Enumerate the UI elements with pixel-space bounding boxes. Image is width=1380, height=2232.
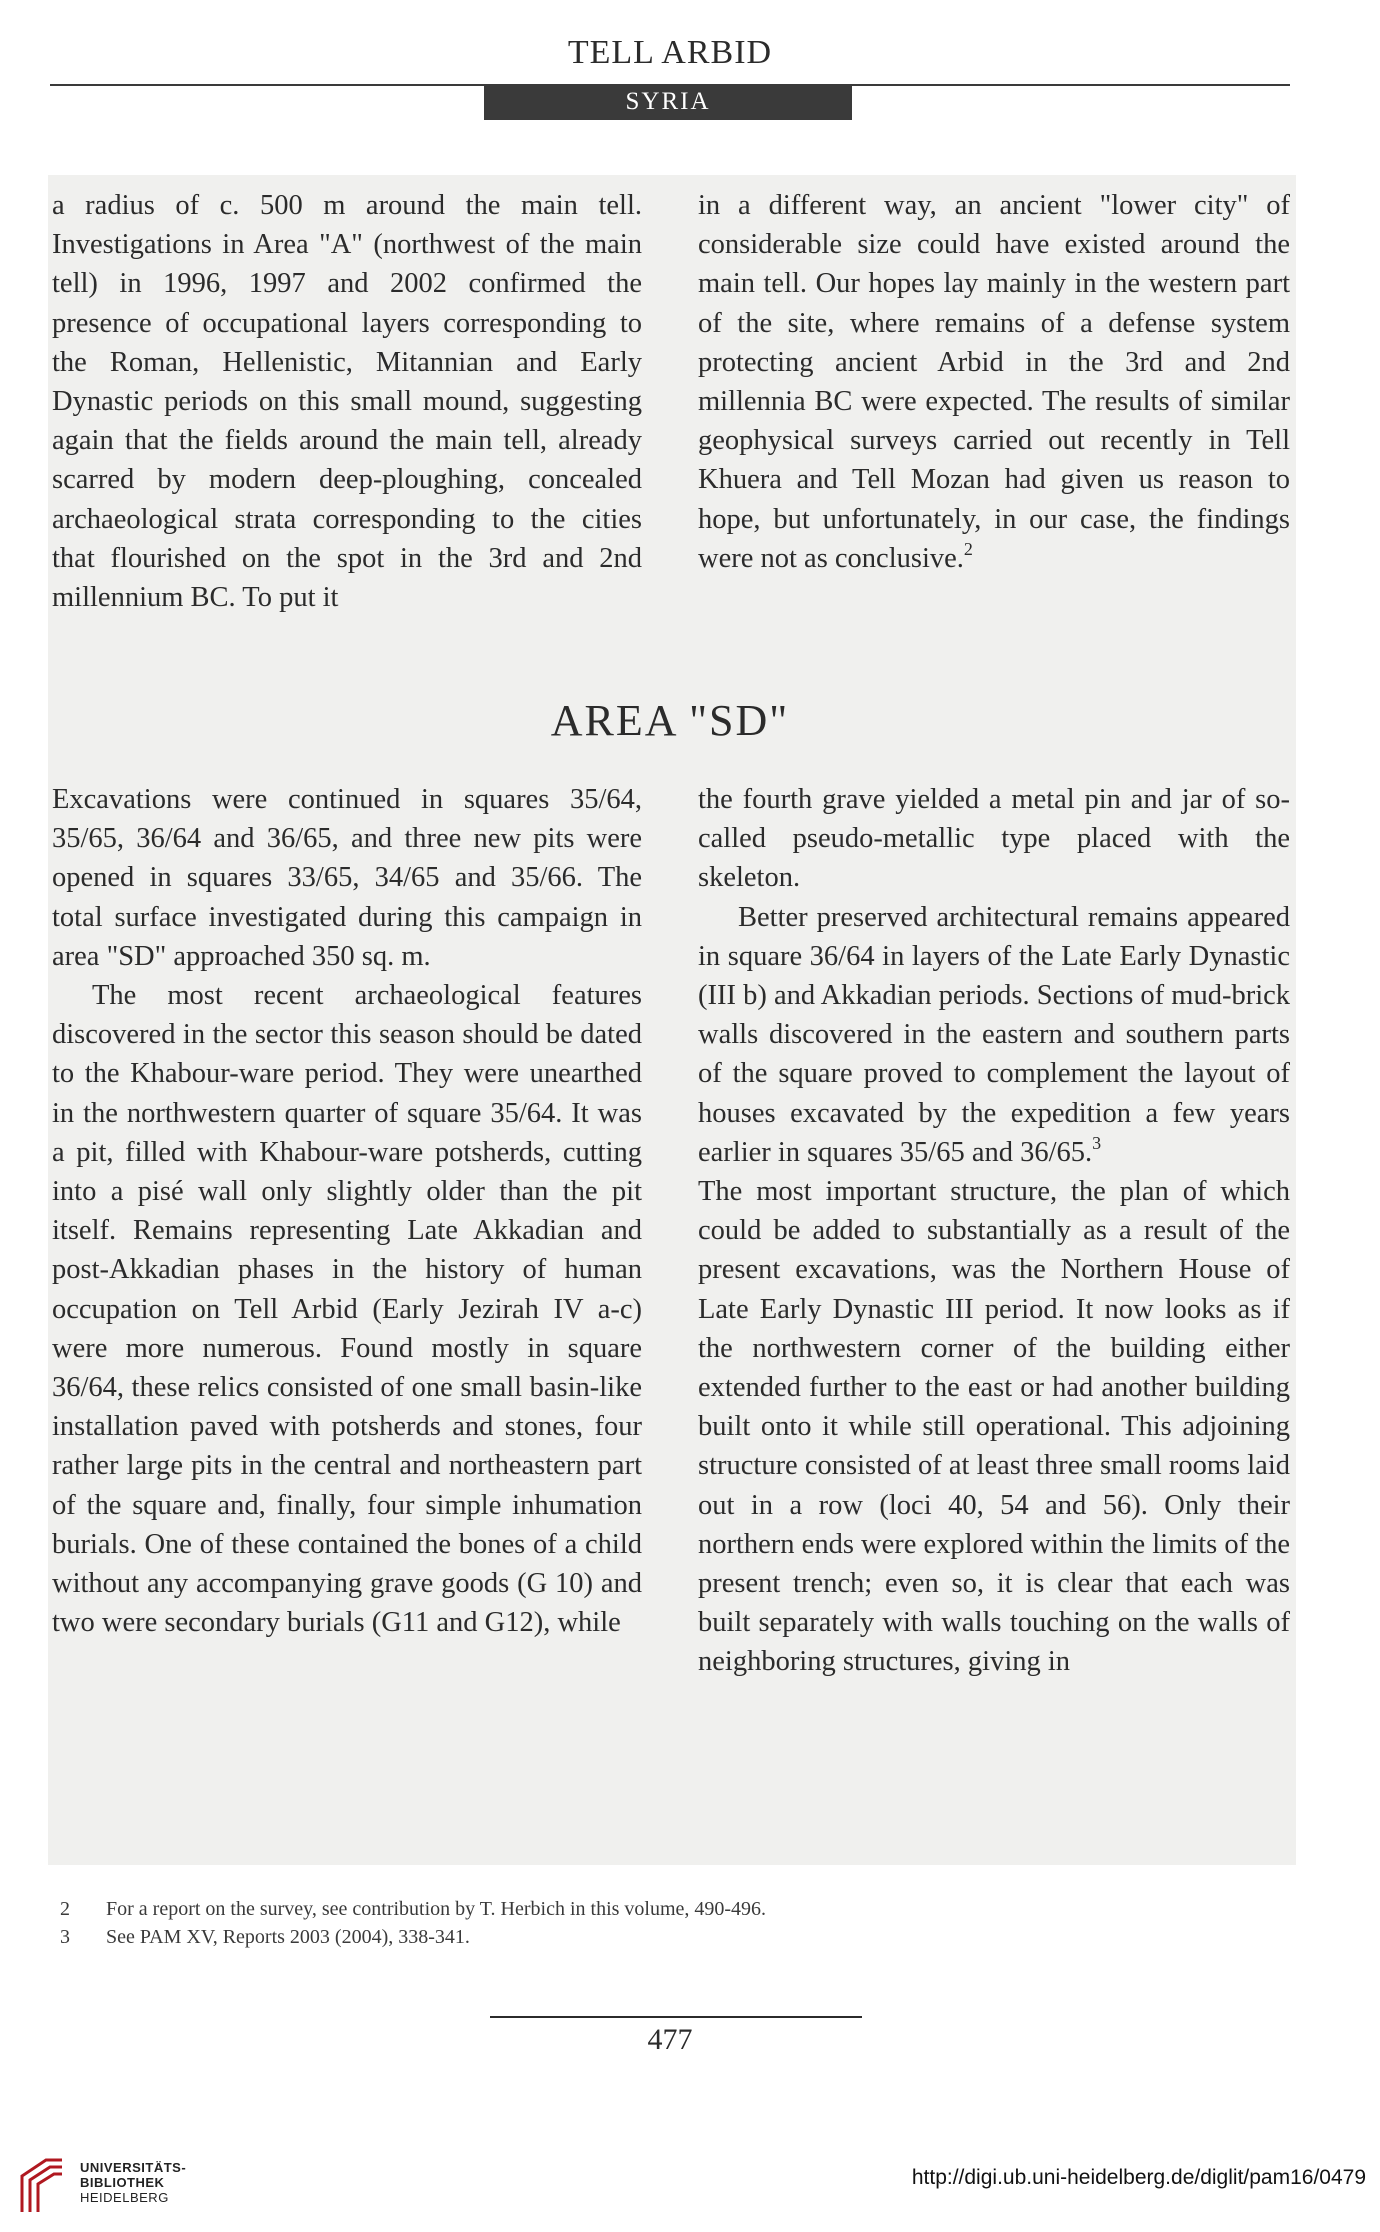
running-title: TELL ARBID [567, 34, 773, 71]
body-right-column [698, 780, 1290, 1682]
footnote-number: 2 [60, 1898, 70, 1920]
footnotes [60, 1895, 1260, 1951]
body-right-paragraph-2 [698, 898, 1290, 1172]
section-tab: SYRIA [484, 84, 852, 120]
footnote [60, 1895, 1260, 1923]
intro-left-column [52, 186, 642, 617]
body-left-paragraph-2: The most recent archaeological features discovered in the sector this season should be dated to the Khabour-ware period. They were unearthed in the northwestern quarter of square 35/64. It was a pit, filled with Khabour-ware potsherds, cutting into a pisé wall only slightly older than the pit itself. Remains representing Late Akkadian and post-Akkadian phases in the history of human occupation on Tell Arbid (Early Jezirah IV a-c) were more numerous. Found mostly in square 36/64, these relics consisted of one small basin-like installation paved with potsherds and stones, four rather large pits in the central and northeastern part of the square and, finally, four simple inhumation burials. One of these contained the bones of a child without any accompanying grave goods (G 10) and two were secondary burials (G11 and G12), while [52, 980, 642, 1639]
body-right-paragraph-3: The most important structure, the plan of which could be added to substantially as a result of the present excavations, was the Northern House of Late Early Dynastic III period. It now looks as if the northwestern corner of the building either extended further to the east or had another building built onto it while still operational. This adjoining structure consisted of at least three small rooms laid out in a row (loci 40, 54 and 56). Only their northern ends were explored within the limits of the present trench; even so, it is clear that each was built separately with walls touching on the walls of neighboring structures, giving in [698, 1176, 1291, 1678]
body-right-paragraph-1: the fourth grave yielded a metal pin and jar of so-called pseudo-metallic type placed with the skeleton. [698, 784, 1290, 894]
footnote-ref-2[interactable]: 2 [963, 538, 973, 559]
footnote-ref-3[interactable]: 3 [1092, 1132, 1102, 1153]
page-number: 477 [647, 2023, 693, 2056]
intro-right-text: in a different way, an ancient "lower city" of considerable size could have existed around the main tell. Our hopes lay mainly in the western part of the site, where remains of a defense system protecting ancient Arbid in the 3rd and 2nd millennia BC were expected. The results of similar geophysical surveys carried out recently in Tell Khuera and Tell Mozan had given us reason to hope, but unfortunately, in our case, the findings were not as conclusive. [698, 190, 1290, 574]
source-url-link[interactable]: http://digi.ub.uni-heidelberg.de/diglit/pam16/0479 [911, 2166, 1366, 2189]
library-name-line-2: BIBLIOTHEK [80, 2175, 165, 2190]
footnote-text: For a report on the survey, see contribution by T. Herbich in this volume, 490-496. [106, 1898, 767, 1920]
page-number-rule [490, 2016, 862, 2018]
library-name-line-1: UNIVERSITÄTS- [80, 2160, 187, 2175]
intro-right-paragraph [698, 186, 1290, 578]
library-name-line-3: HEIDELBERG [80, 2190, 169, 2205]
intro-right-column [698, 186, 1290, 578]
body-right-paragraph-2-text: Better preserved architectural remains appeared in square 36/64 in layers of the Late Early Dynastic (III b) and Akkadian periods. Sections of mud-brick walls discovered in the eastern and southern parts of the square proved to complement the layout of houses excavated by the expedition a few years earlier in squares 35/65 and 36/65. [698, 901, 1291, 1168]
intro-left-text: a radius of c. 500 m around the main tell. Investigations in Area "A" (northwest of the main tell) in 1996, 1997 and 2002 confirmed the presence of occupational layers corresponding to the Roman, Hellenistic, Mitannian and Early Dynastic periods on this small mound, suggesting again that the fields around the main tell, already scarred by modern deep-ploughing, concealed archaeological strata corresponding to the cities that flourished on the spot in the 3rd and 2nd millennium BC. To put it [52, 190, 642, 614]
footnote [60, 1923, 1260, 1951]
body-left-column [52, 780, 642, 1642]
footnote-number: 3 [60, 1926, 70, 1948]
library-logo-icon [16, 2154, 68, 2216]
footnote-text: See PAM XV, Reports 2003 (2004), 338-341. [106, 1926, 470, 1948]
library-name [80, 2160, 186, 2205]
section-heading: AREA "SD" [550, 696, 790, 745]
body-left-paragraph-1: Excavations were continued in squares 35/64, 35/65, 36/64 and 36/65, and three new pits were opened in squares 33/65, 34/65 and 35/66. The total surface investigated during this campaign in area "SD" approached 350 sq. m. [52, 784, 642, 972]
